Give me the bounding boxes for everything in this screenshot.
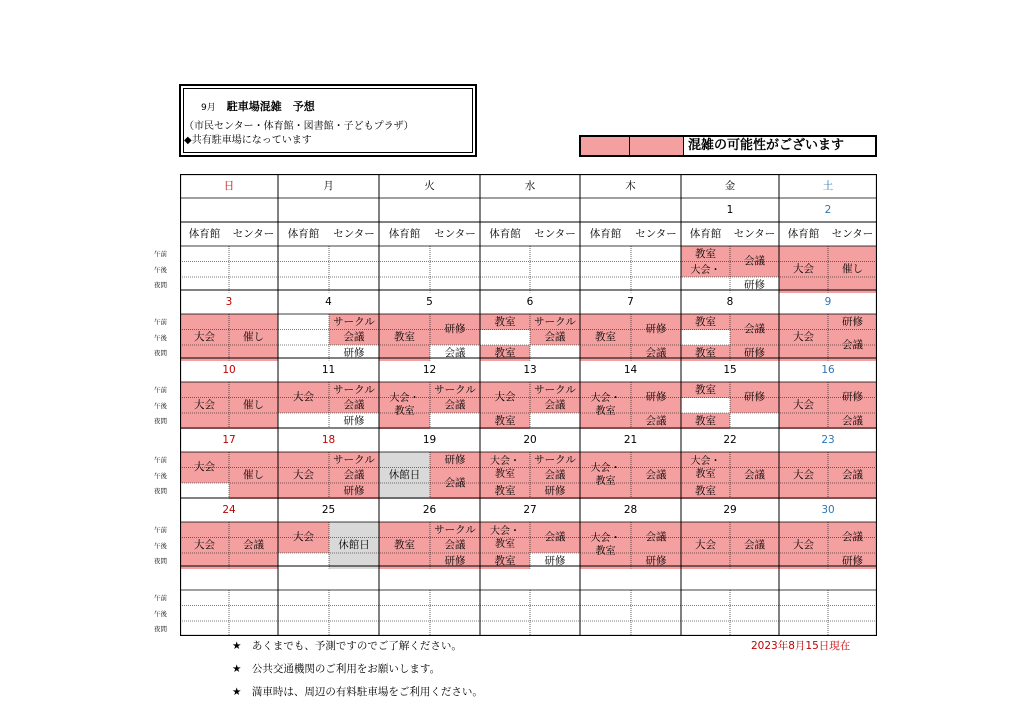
usage-cell: 会議 (730, 314, 779, 345)
usage-cell: 研修 (430, 452, 480, 468)
sub-header-gym: 体育館 (689, 227, 722, 240)
usage-cell: 大会・ 教室 (379, 382, 430, 429)
date-number: 13 (523, 363, 537, 376)
usage-cell: 教室 (681, 413, 730, 429)
usage-cell: サークル (329, 452, 379, 468)
time-slot-label: 午前 (154, 456, 167, 464)
sub-header-center: センター (232, 227, 275, 240)
usage-cell: 研修 (828, 382, 877, 413)
day-header: 金 (724, 179, 736, 192)
usage-cell: サークル (329, 314, 379, 330)
legend-label: 混雑の可能性がございます (688, 138, 845, 153)
usage-cell: 大会 (779, 522, 828, 569)
sub-header-gym: 体育館 (388, 227, 421, 240)
sub-header-center: センター (831, 227, 874, 240)
date-number: 1 (726, 203, 734, 216)
usage-cell: 会議 (730, 522, 779, 569)
usage-cell: 会議 (530, 398, 580, 414)
time-slot-label: 午前 (154, 250, 167, 258)
time-slot-label: 午後 (154, 333, 167, 342)
usage-cell: サークル (430, 382, 480, 398)
date-number: 20 (523, 433, 537, 446)
usage-cell: 催し (229, 382, 278, 429)
sub-header-gym: 体育館 (188, 227, 221, 240)
usage-cell: 研修 (828, 553, 877, 569)
usage-cell: 大会 (779, 382, 828, 429)
date-number: 6 (526, 295, 534, 308)
usage-cell: 教室 (681, 314, 730, 330)
usage-cell: 大会 (180, 314, 229, 361)
time-slot-label: 夜間 (154, 417, 167, 425)
parking-calendar (154, 174, 877, 636)
usage-cell: 大会 (278, 452, 329, 499)
usage-cell: 大会 (180, 522, 229, 569)
usage-cell: 研修 (828, 314, 877, 330)
sub-header-gym: 体育館 (287, 227, 320, 240)
footer-note: ★ あくまでも、予測ですのでご了解ください。 (232, 640, 462, 652)
usage-cell: 会議 (530, 522, 580, 553)
date-number: 27 (523, 503, 537, 516)
usage-cell: 会議 (329, 398, 379, 414)
usage-cell: 大会 (180, 452, 229, 483)
usage-cell: 教室 (379, 314, 430, 361)
date-number: 25 (321, 503, 336, 516)
date-number: 2 (824, 203, 832, 216)
usage-cell: 研修 (631, 382, 681, 413)
legend (579, 135, 877, 157)
usage-cell: 会議 (631, 413, 681, 429)
usage-cell: 会議 (828, 413, 877, 429)
usage-cell: 大会 (278, 382, 329, 413)
sub-header-center: センター (333, 227, 375, 240)
usage-cell: 会議 (730, 452, 779, 499)
usage-cell: 大会・ 教室 (480, 522, 530, 553)
usage-cell: 会議 (730, 246, 779, 277)
usage-cell: 研修 (530, 483, 580, 499)
time-slot-label: 夜間 (154, 487, 167, 495)
day-header: 火 (424, 179, 435, 192)
time-slot-label: 午後 (154, 609, 167, 618)
day-header: 木 (625, 179, 636, 192)
time-slot-label: 午前 (154, 318, 167, 326)
usage-cell: 大会 (779, 314, 828, 361)
date-number: 5 (426, 295, 433, 308)
date-number: 9 (824, 295, 832, 308)
date-number: 15 (723, 363, 737, 376)
usage-cell: 会議 (430, 345, 480, 361)
usage-cell: サークル (530, 314, 580, 330)
usage-cell: 会議 (530, 468, 580, 484)
date-number: 4 (325, 295, 332, 308)
usage-cell: 教室 (580, 314, 631, 361)
usage-cell: サークル (430, 522, 480, 538)
usage-cell: 会議 (631, 522, 681, 553)
date-number: 29 (723, 503, 737, 516)
sub-header-center: センター (733, 227, 776, 240)
usage-cell: 研修 (530, 553, 580, 569)
usage-cell: サークル (530, 452, 580, 468)
as-of-date: 2023年8月15日現在 (751, 640, 851, 652)
usage-cell: 会議 (530, 330, 580, 346)
usage-cell: 教室 (681, 483, 730, 499)
time-slot-label: 午前 (154, 526, 167, 534)
time-slot-label: 夜間 (154, 281, 167, 289)
usage-cell: 会議 (430, 538, 480, 554)
usage-cell: 会議 (828, 330, 877, 361)
title-month: 9月 (201, 103, 216, 113)
date-number: 14 (623, 363, 638, 376)
usage-cell: 研修 (631, 314, 681, 345)
date-number: 8 (726, 295, 734, 308)
usage-cell: 大会 (278, 522, 329, 553)
usage-cell: 大会・ 教室 (480, 452, 530, 483)
usage-cell: 研修 (329, 413, 379, 429)
usage-cell: 教室 (480, 483, 530, 499)
title-text: 駐車場混雑 予想 (226, 100, 315, 113)
usage-cell: 教室 (480, 413, 530, 429)
time-slot-label: 午後 (154, 541, 167, 550)
time-slot-label: 夜間 (154, 625, 167, 633)
legend-swatch (630, 137, 684, 155)
title-box (179, 84, 477, 157)
usage-cell: 大会 (681, 522, 730, 569)
usage-cell: 研修 (730, 345, 779, 361)
usage-cell: 大会 (480, 382, 530, 413)
date-number: 3 (225, 295, 233, 308)
usage-cell: 大会・ (681, 262, 730, 293)
usage-cell: 研修 (430, 314, 480, 345)
usage-cell: 教室 (480, 345, 530, 361)
usage-cell: 研修 (329, 483, 379, 499)
day-header: 土 (822, 179, 834, 192)
facility-list: （市民センター・体育館・図書館・子どもプラザ） (184, 121, 414, 132)
date-number: 21 (623, 433, 638, 446)
usage-cell: 休館日 (379, 452, 430, 499)
date-number: 7 (627, 295, 634, 308)
usage-cell: 大会・ 教室 (580, 522, 631, 569)
usage-cell: 大会 (779, 452, 828, 499)
sub-header-gym: 体育館 (787, 227, 820, 240)
usage-cell: 大会・ 教室 (580, 382, 631, 429)
usage-cell: 教室 (480, 553, 530, 569)
sub-header-center: センター (434, 227, 476, 240)
time-slot-label: 午前 (154, 386, 167, 394)
usage-cell: 会議 (631, 345, 681, 361)
day-header: 日 (223, 179, 235, 192)
time-slot-label: 夜間 (154, 349, 167, 357)
usage-cell: 催し (229, 314, 278, 361)
usage-cell: 会議 (828, 522, 877, 553)
date-number: 22 (723, 433, 737, 446)
usage-cell: 研修 (730, 382, 779, 413)
usage-cell: 催し (828, 246, 877, 293)
usage-cell: サークル (329, 382, 379, 398)
usage-cell: 教室 (480, 314, 530, 330)
sub-header-gym: 体育館 (489, 227, 521, 240)
footer-note: ★ 満車時は、周辺の有料駐車場をご利用ください。 (232, 686, 483, 698)
time-slot-label: 午後 (154, 401, 167, 410)
date-number: 10 (222, 363, 236, 376)
usage-cell: 研修 (730, 277, 779, 293)
date-number: 24 (222, 503, 236, 516)
date-number: 30 (821, 503, 835, 516)
usage-cell: 会議 (329, 468, 379, 484)
usage-cell: 大会 (779, 246, 828, 293)
date-number: 23 (821, 433, 835, 446)
date-number: 17 (222, 433, 236, 446)
sub-header-center: センター (534, 227, 576, 240)
day-header: 水 (524, 179, 536, 192)
usage-cell: 教室 (681, 246, 730, 262)
usage-cell: 休館日 (329, 522, 379, 569)
usage-cell: 研修 (430, 553, 480, 569)
usage-cell: 研修 (329, 345, 379, 361)
date-number: 11 (321, 363, 336, 376)
time-slot-label: 午後 (154, 471, 167, 480)
usage-cell: 会議 (430, 468, 480, 499)
date-number: 28 (623, 503, 638, 516)
usage-cell: 会議 (430, 398, 480, 414)
usage-cell: 研修 (631, 553, 681, 569)
usage-cell: 教室 (681, 382, 730, 398)
footer-note: ★ 公共交通機関のご利用をお願いします。 (232, 663, 441, 675)
usage-cell: 会議 (631, 452, 681, 499)
time-slot-label: 午前 (154, 594, 167, 602)
usage-cell: 大会・ 教室 (681, 452, 730, 483)
legend-swatch (581, 137, 630, 155)
usage-cell: 大会 (180, 382, 229, 429)
date-number: 19 (422, 433, 437, 446)
sub-header-gym: 体育館 (589, 227, 622, 240)
usage-cell: 会議 (828, 452, 877, 499)
time-slot-label: 夜間 (154, 557, 167, 565)
usage-cell: 教室 (681, 345, 730, 361)
usage-cell: 会議 (329, 330, 379, 346)
sub-header-center: センター (635, 227, 677, 240)
date-number: 18 (321, 433, 336, 446)
shared-parking-note: ◆共有駐車場になっています (184, 135, 312, 146)
usage-cell: 催し (229, 452, 278, 499)
date-number: 26 (422, 503, 437, 516)
usage-cell: 会議 (229, 522, 278, 569)
day-header: 月 (323, 179, 334, 192)
date-number: 16 (821, 363, 835, 376)
usage-cell: 教室 (379, 522, 430, 569)
usage-cell: 大会・ 教室 (580, 452, 631, 499)
usage-cell: サークル (530, 382, 580, 398)
page-title (201, 98, 315, 114)
date-number: 12 (422, 363, 437, 376)
time-slot-label: 午後 (154, 265, 167, 274)
